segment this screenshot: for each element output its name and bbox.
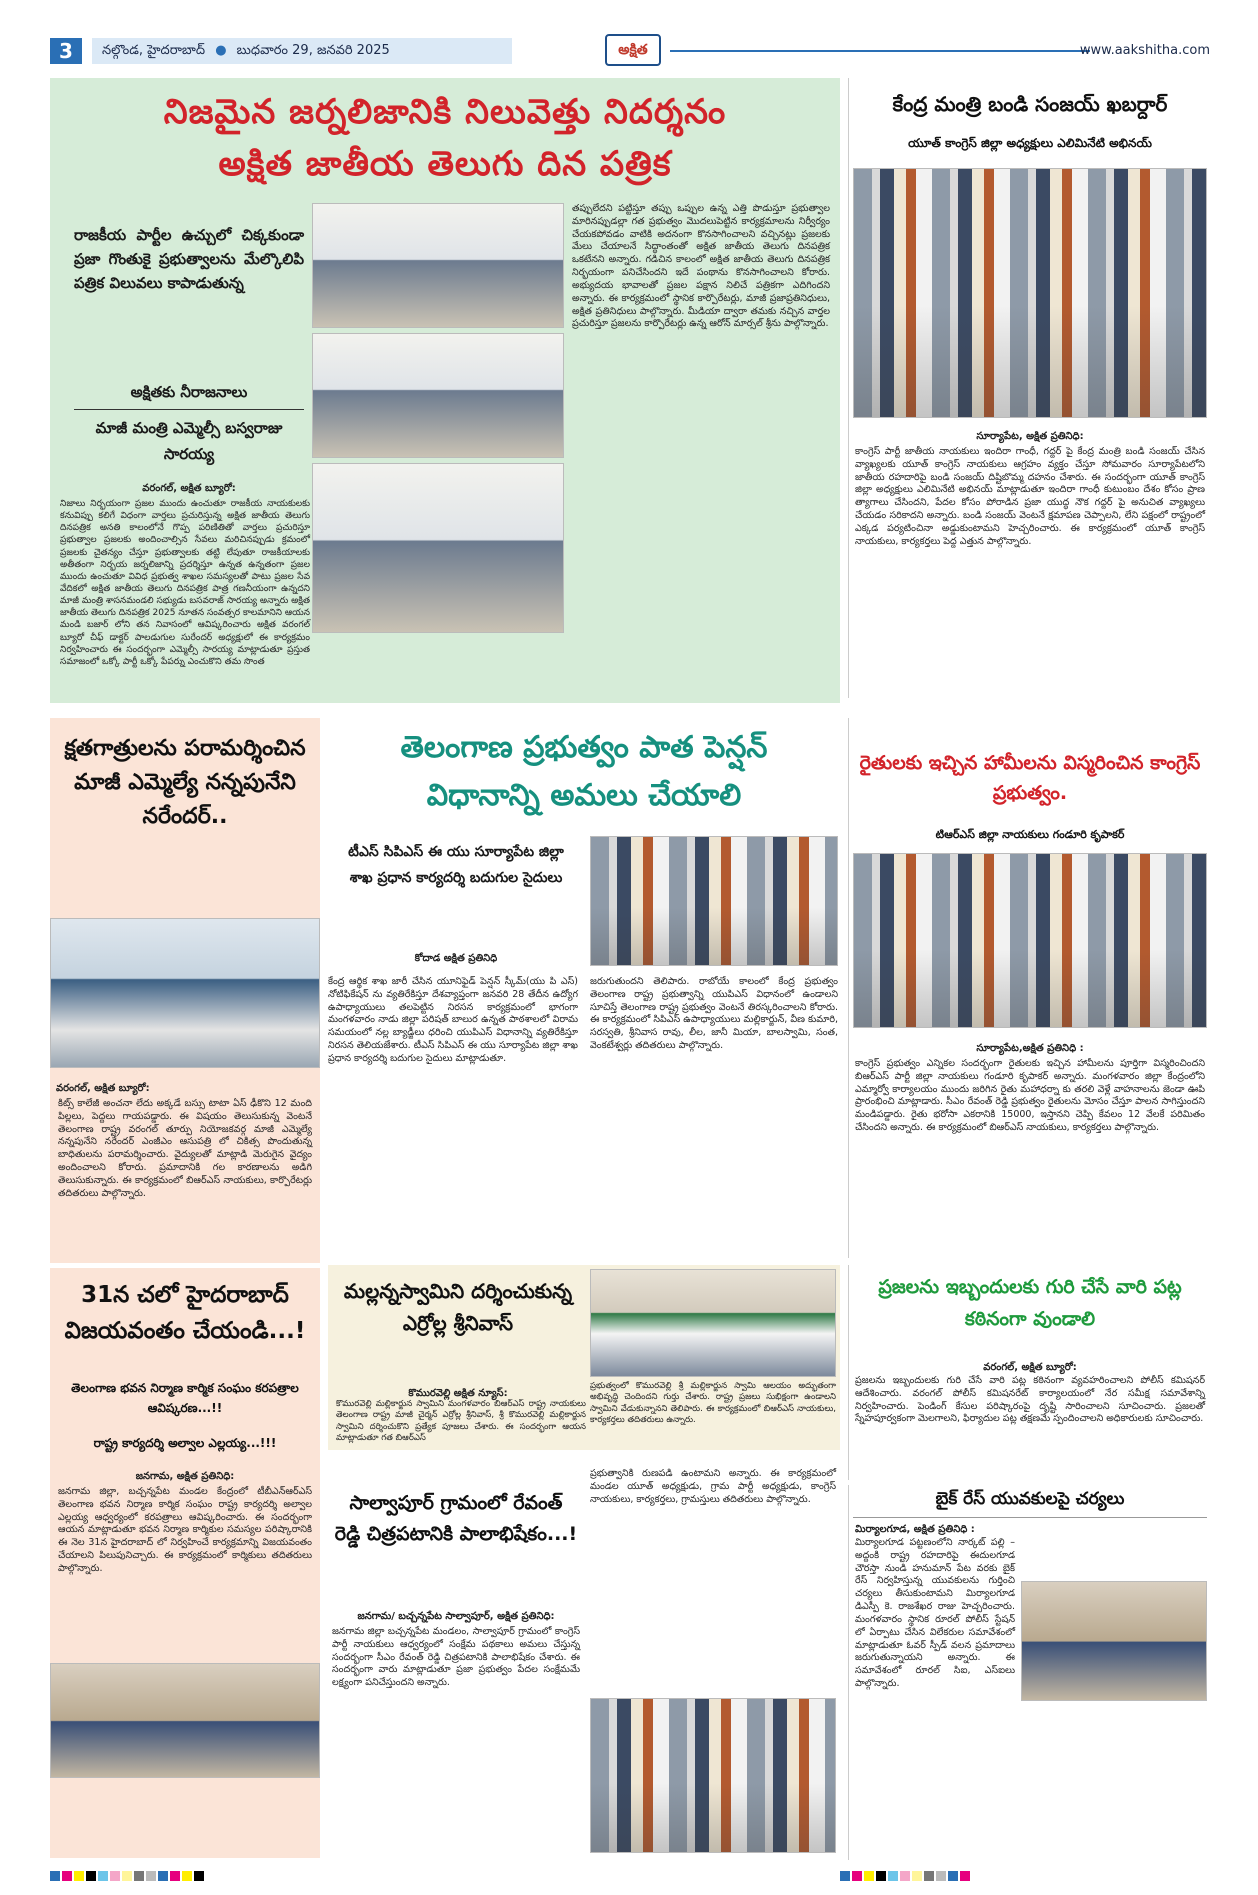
sanjay-credit: సూర్యాపేట, అక్షిత ప్రతినిధి: [976, 431, 1084, 442]
revanth-photo [590, 1698, 836, 1853]
revanth-body-left: జనగామ జిల్లా బచ్చన్నపేట మండలం, సాల్వాపూర్ గ్రామంలో కాంగ్రెస్ పార్టీ నాయకులు ఆధ్వర్యంలో సంక్షేమ పథకాలు అమలు చేస్తున్న సందర్భంగా సీఎం రేవంత్ రెడ్డి చిత్రపటానికి పాలాభిషేకం చేశారు. ఈ సందర్భంగా వారు మాట్లాడుతూ ప్రజా ప్రభుత్వం పేదల సంక్షేమమే లక్ష్యంగా పనిచేస్తుందని అన్నారు. [332, 1626, 580, 1689]
farmers-photo [853, 853, 1207, 1028]
pension-headline-line1: తెలంగాణ ప్రభుత్వం పాత పెన్షన్ [400, 730, 768, 765]
chalo-headline: 31న చలో హైదరాబాద్ విజయవంతం చేయండి...! [64, 1282, 306, 1344]
mallanna-body-left: కొమురవెల్లి మల్లికార్జున స్వామిని మంగళవారం బిఆర్ఎస్ రాష్ట్ర నాయకులు తెలంగాణ రాష్ట్ర మాజీ చైర్మన్ ఎర్రోల్ల శ్రీనివాస్, శ్రీ కొమురవెల్లి మల్లికార్జున స్వామిని దర్శించుకొని ప్రత్యేక పూజలు చేశారు. ఈ సందర్భంగా ఆయన మాట్లాడుతూ గత బిఆర్ఎస్ [336, 1399, 586, 1444]
sanjay-photo [853, 168, 1207, 418]
revanth-body-right: ప్రభుత్వానికి రుణపడి ఉంటామని అన్నారు. ఈ కార్యక్రమంలో మండల యూత్ అధ్యక్షుడు, గ్రామ పార్టీ అధ్యక్షుడు, కాంగ్రెస్ నాయకులు, కార్యకర్తలు, గ్రామస్తులు తదితరులు పాల్గొన్నారు. [590, 1468, 836, 1505]
lead-byline: మాజీ మంత్రి ఎమ్మెల్సీ బస్వరాజు సారయ్య [95, 419, 283, 463]
farmers-subhead: టిఆర్ఎస్ జిల్లా నాయకులు గండూరి కృపాకర్ [935, 828, 1125, 841]
chalo-subhead: తెలంగాణ భవన నిర్మాణ కార్మిక సంఘం కరపత్రాల ఆవిష్కరణ...!! [71, 1381, 299, 1416]
farmers-article [848, 718, 1210, 1258]
revanth-article [328, 1458, 840, 1858]
lead-body-left: నిజాలు నిర్భయంగా ప్రజల ముందు ఉంచుతూ రాజకీయ నాయకులకు కనువిప్పు కలిగే విధంగా వార్తలు ప్రచురిస్తున్న అక్షిత జాతీయ తెలుగు దినపత్రిక అనతి కాలంలోనే గొప్ప పరిణితితో వార్తలు ప్రచురిస్తూ ప్రభుత్వాల ప్రజలకు అందించాల్సిన సేవలు మరిచినప్పుడు క్రమంలో ప్రజలకు చైతన్యం చేస్తూ ప్రభుత్వాలకు తట్టి లేపుతూ రాజకీయాలకు అతీతంగా నిర్భయ జర్నలిజాన్ని ప్రదర్శిస్తూ ఉన్నత ఉన్నతంగా ప్రజల ముందు ఉంచుతూ వివిధ ప్రభుత్వ శాఖల సమస్యలతో పాటు ప్రజల సేవ వేదికలో అక్షిత జాతీయ తెలుగు దినపత్రిక పాత్ర గణనీయంగా ఉన్నదని మాజీ మంత్రి శాసనమండలి సభ్యుడు బసవరాజ్ సారయ్య అన్నారు అక్షిత జాతీయ తెలుగు దినపత్రిక 2025 నూతన సంవత్సర కాలమానిని ఆయన మండి బజార్ లోని తన నివాసంలో ఆవిష్కరించారు అక్షిత వరంగల్ బ్యూరో చీఫ్ డాక్టర్ పాలడుగుల సురేందర్ అధ్యక్షులో ఈ కార్యక్రమం నిర్వహించారు ఈ సందర్భంగా ఎమ్మెల్సీ సారయ్య మాట్లాడుతూ ప్రస్తుత సమాజంలో ఒక్కో పార్టీ ఒక్కో పేపర్ను ఎంచుకొని తమ సొంత [60, 499, 310, 667]
mallanna-article [328, 1265, 840, 1450]
bike-headline: బైక్ రేస్ యువకులపై చర్యలు [853, 1489, 1207, 1518]
people-headline: ప్రజలను ఇబ్బందులకు గురి చేసే వారి పట్ల కఠినంగా వుండాలి [878, 1276, 1182, 1331]
page-number: 3 [50, 38, 82, 64]
sanjay-headline: కేంద్ర మంత్రి బండి సంజయ్ ఖబర్దార్ [892, 92, 1168, 116]
mallanna-headline: మల్లన్నస్వామిని దర్శించుకున్న ఎర్రోల్ల శ్రీనివాస్ [343, 1279, 573, 1335]
bike-credit: మిర్యాలగూడ, అక్షిత ప్రతినిధి : [855, 1524, 975, 1535]
dateline-bullet: ● [215, 43, 227, 58]
lead-headline-line2: అక్షిత జాతీయ తెలుగు దిన పత్రిక [218, 144, 672, 184]
chalo-article [50, 1268, 320, 1858]
website-link[interactable]: www.aakshitha.com [1079, 43, 1210, 58]
color-bar-left [50, 1866, 470, 1880]
dateline-place: నల్గొండ, హైదరాబాద్ [102, 43, 206, 58]
pension-photo [590, 836, 838, 966]
farmers-credit: సూర్యాపేట,అక్షిత ప్రతినిధి : [976, 1043, 1084, 1054]
lead-body-right: తప్పులేదని పట్టిస్తూ తప్పు ఒప్పుల ఉన్న ఎత్తి పొడుస్తూ ప్రభుత్వాల మారినప్పుడల్లా గత ప్రభుత్వం మొదలుపెట్టిన కార్యక్రమాలను నిర్వీర్యం చేయకపోవడం వాటికి అదనంగా కొనసాగించాలని వచ్చినట్లు ప్రజలకు మేలు చేయాలనే సిద్ధాంతంతో అక్షిత జాతీయ తెలుగు దినపత్రిక ఒకటేనని అన్నారు. గడిచిన కాలంలో అక్షిత జాతీయ తెలుగు దినపత్రిక నిర్భయంగా పనిచేసిందని ఇదే పంథాను కొనసాగించాలని కోరారు. అభ్యుదయ భావాలతో ప్రజల పక్షాన నిలిచే పత్రికగా ఎదిగిందని అన్నారు. ఈ కార్యక్రమంలో స్థానిక కార్పొరేటర్లు, మాజీ ప్రజాప్రతినిధులు, అక్షిత ప్రతినిధులు పాల్గొన్నారు. మీడియా ద్వారా తమకు నచ్చిన వార్తల ప్రచురిస్తూ ప్రజలను కార్పొరేటర్లు ఉన్న ఆరోన్ మార్సల్ శ్రీను పాల్గొన్నారు. [572, 203, 830, 330]
revanth-headline: సాల్వాపూర్ గ్రామంలో రేవంత్ రెడ్డి చిత్రపటానికి పాలాభిషేకం...! [334, 1492, 578, 1546]
farmers-body: కాంగ్రెస్ ప్రభుత్వం ఎన్నికల సందర్భంగా రైతులకు ఇచ్చిన హామీలను పూర్తిగా విస్మరించిందని బిఆర్ఎస్ పార్టీ జిల్లా నాయకులు గండూరి కృపాకర్ అన్నారు. మంగళవారం జిల్లా కేంద్రంలోని ఎమ్మార్వో కార్యాలయం ముందు జరిగిన రైతు మహాధర్నా కు తరలి వెళ్లే వాహనాలను జెండా ఊపి ప్రారంభించి మాట్లాడారు. సీఎం రేవంత్ రెడ్డి ప్రభుత్వం రైతులను మోసం చేస్తూ పాలన సాగిస్తుందని మండిపడ్డారు. రైతు భరోసా ఎకరానికి 15000, ఇస్తానని చెప్పి కేవలం 12 వేలకే పరిమితం చేసిందని అన్నారు. ఈ కార్యక్రమంలో బిఆర్ఎస్ నాయకులు, కార్యకర్తలు పాల్గొన్నారు. [855, 1058, 1205, 1134]
sanjay-subhead: యూత్ కాంగ్రెస్ జిల్లా అధ్యక్షులు ఎలిమినేటి అభినయ్ [908, 136, 1152, 150]
revanth-credit: జనగామ/ బచ్చన్నపేట సాల్వాపూర్, అక్షిత ప్రతినిధి: [357, 1611, 555, 1622]
pension-subhead: టీఎస్ సిపిఎస్ ఈ యు సూర్యాపేట జిల్లా శాఖ ప్రధాన కార్యదర్శి బదుగుల సైదులు [348, 844, 564, 886]
sanjay-article [848, 78, 1210, 698]
lead-kicker: అక్షితకు నీరాజనాలు [74, 383, 304, 410]
injured-credit: వరంగల్, అక్షిత బ్యూరో: [56, 1083, 150, 1094]
lead-credit: వరంగల్, అక్షిత బ్యూరో: [142, 483, 236, 494]
chalo-photo [50, 1663, 320, 1778]
people-credit: వరంగల్, అక్షిత బ్యూరో: [983, 1362, 1077, 1373]
chalo-credit: జనగామ, అక్షిత ప్రతినిధి: [135, 1471, 235, 1482]
lead-headline-line1: నిజమైన జర్నలిజానికి నిలువెత్తు నిదర్శనం [163, 92, 727, 132]
dateline-date: బుధవారం 29, జనవరి 2025 [236, 43, 390, 58]
dateline [92, 38, 512, 64]
lead-photo-1 [312, 203, 564, 328]
injured-photo [50, 918, 320, 1068]
pension-body-left: కేంద్ర ఆర్థిక శాఖ జారీ చేసిన యూనిఫైడ్ పెన్షన్ స్కీమ్(యు పి ఎస్) నోటిఫికేషన్ ను వ్యతిరేకిస్తూ దేశవ్యాప్తంగా జనవరి 28 తేదీన ఉద్యోగ ఉపాధ్యాయులు తలపెట్టిన నిరసన కార్యక్రమంలో భాగంగా మంగళవారం నాడు జిల్లా పరిషత్ బాలుర ఉన్నత పాఠశాలలో విరామ సమయంలో నల్ల బ్యాడ్జీలు ధరించి యుపిఎస్ విధానాన్ని వ్యతిరేకిస్తూ నిరసన తెలియజేశారు. టీఎస్ సిపిఎస్ ఈ యు సూర్యాపేట జిల్లా శాఖ ప్రధాన కార్యదర్శి బదుగుల సైదులు మాట్లాడుతూ. [328, 976, 578, 1064]
pension-credit: కోదాడ అక్షిత ప్రతినిధి [414, 953, 498, 964]
pension-body-right: జరుగుతుందని తెలిపారు. రాబోయే కాలంలో కేంద్ర ప్రభుత్వం తెలంగాణ రాష్ట్ర ప్రభుత్వాన్ని యుపిఎస్ విధానంలో ఉండాలని సూచిస్తే తెలంగాణ రాష్ట్ర ప్రభుత్వం వెంటనే తిరస్కరించాలని కోరారు. ఈ కార్యక్రమంలో సిపిఎస్ ఉపాధ్యాయులు మల్లికార్జున్, వీణ కుమారి, సరస్వతి, శ్రీనివాస రావు, లీల, జానీ మియా, బాలస్వామి, సంత, వెంకటేశ్వర్లు తదితరులు పాల్గొన్నారు. [590, 976, 838, 1052]
injured-article [50, 718, 320, 1263]
color-bar-right [840, 1866, 1220, 1880]
people-body: ప్రజలను ఇబ్బందులకు గురి చేసే వారి పట్ల కఠినంగా వ్యవహరించాలని పోలీస్ కమిషనర్ ఆదేశించారు. వరంగల్ పోలీస్ కమిషనరేట్ కార్యాలయంలో నేర సమీక్ష సమావేశాన్ని నిర్వహించారు. పెండింగ్ కేసుల పరిష్కారంపై దృష్టి సారించాలని సూచించారు. ప్రజలతో స్నేహపూర్వకంగా మెలగాలని, ఫిర్యాదుల పట్ల తక్షణమే స్పందించాలని అధికారులకు సూచించారు. [855, 1375, 1205, 1425]
people-article [848, 1265, 1210, 1480]
injured-headline: క్షతగాత్రులను పరామర్శించిన మాజీ ఎమ్మెల్యే నన్నపునేని నరేందర్.. [64, 736, 306, 830]
mallanna-body-right: ప్రభుత్వంలో కొమురవెల్లి శ్రీ మల్లికార్జున స్వామి ఆలయం అద్భుతంగా అభివృద్ధి చెందిందని గుర్తు చేశారు. రాష్ట్ర ప్రజలు సుభిక్షంగా ఉండాలని స్వామిని వేడుకున్నానని తెలిపారు. ఈ కార్యక్రమంలో బిఆర్ఎస్ నాయకులు, కార్యకర్తలు తదితరులు ఉన్నారు. [590, 1381, 836, 1426]
lead-subhead: రాజకీయ పార్టీల ఉచ్చులో చిక్కకుండా ప్రజా గొంతుకై ప్రభుత్వాలను మేల్కొలిపి పత్రిక విలువలు కాపాడుతున్న [74, 226, 304, 292]
bike-article [848, 1485, 1210, 1860]
newspaper-logo: అక్షిత [605, 34, 661, 66]
lead-photo-3 [312, 463, 564, 633]
lead-photo-2 [312, 333, 564, 458]
lead-article [50, 78, 840, 703]
bike-body: మిర్యాలగూడ పట్టణంలోని నార్కట్ పల్లి – అద్దంకి రాష్ట్ర రహదారిపై ఈదులగూడ చౌరస్తా నుండి హనుమాన్ పేట వరకు బైక్ రేస్ నిర్వహిస్తున్న యువకులను గుర్తించి చర్యలు తీసుకుంటామని మిర్యాలగూడ డిఎస్పీ కె. రాజశేఖర రాజు హెచ్చరించారు. మంగళవారం స్థానిక రూరల్ పోలీస్ స్టేషన్ లో ఏర్పాటు చేసిన విలేకరుల సమావేశంలో మాట్లాడుతూ ఓవర్ స్పీడ్ వలన ప్రమాదాలు జరుగుతున్నాయని అన్నారు. ఈ సమావేశంలో రూరల్ సిఐ, ఎస్ఐలు పాల్గొన్నారు. [855, 1537, 1015, 1689]
injured-body: కిట్స్ కాలేజీ అంచనా లేదు అక్కడే బస్సు టాటా ఏస్ ఢీకొని 12 మంది పిల్లలు, పెద్దలు గాయపడ్డారు. ఈ విషయం తెలుసుకున్న వెంటనే తెలంగాణ రాష్ట్ర వరంగల్ తూర్పు నియోజకవర్గ మాజీ ఎమ్మెల్యే నన్నపునేని నరేందర్ ఎంజీఎం ఆసుపత్రి లో చికిత్స పొందుతున్న బాధితులను పరామర్శించారు. వైద్యులతో మాట్లాడి మెరుగైన వైద్యం అందించాలని కోరారు. ప్రమాదానికి గల కారణాలను అడిగి తెలుసుకున్నారు. ఈ కార్యక్రమంలో బిఆర్ఎస్ నాయకులు, కార్పొరేటర్లు తదితరులు పాల్గొన్నారు. [58, 1098, 312, 1199]
pension-headline-line2: విధానాన్ని అమలు చేయాలి [426, 778, 742, 813]
chalo-body: జనగామ జిల్లా, బచ్చన్నపేట మండల కేంద్రంలో టీబీఎన్ఆర్ఎస్ తెలంగాణ భవన నిర్మాణ కార్మిక సంఘం రాష్ట్ర కార్యదర్శి అల్వాల ఎల్లయ్య ఆధ్వర్యంలో కరపత్రాలు ఆవిష్కరించారు. ఈ సందర్భంగా ఆయన మాట్లాడుతూ భవన నిర్మాణ కార్మికుల సమస్యల పరిష్కారానికి ఈ నెల 31న హైదరాబాద్ లో నిర్వహించే కార్యక్రమాన్ని విజయవంతం చేయాలని పిలుపునిచ్చారు. ఈ కార్యక్రమంలో కార్మికులు తదితరులు పాల్గొన్నారు. [58, 1486, 312, 1574]
mallanna-photo [590, 1269, 836, 1377]
bike-photo [1021, 1581, 1207, 1701]
sanjay-body: కాంగ్రెస్ పార్టీ జాతీయ నాయకులు ఇందిరా గాంధీ, గద్దర్ పై కేంద్ర మంత్రి బండి సంజయ్ చేసిన వ్యాఖ్యలకు యూత్ కాంగ్రెస్ నాయకులు ఆగ్రహం వ్యక్తం చేస్తూ సోమవారం సూర్యాపేటలోని జాతీయ రహదారిపై బండి సంజయ్ దిష్టిబొమ్మ దహనం చేశారు. ఈ సందర్భంగా యూత్ కాంగ్రెస్ జిల్లా అధ్యక్షులు ఎలిమినేటి అభినయ్ మాట్లాడుతూ ఇందిరా గాంధీ కుటుంబం దేశం కోసం ప్రాణ త్యాగాలు చేసిందని, పేదల కోసం పోరాడిన ప్రజా యుద్ధ నౌక గద్దర్ పై అనుచిత వ్యాఖ్యలు చేయడం సరికాదని అన్నారు. బండి సంజయ్ వెంటనే క్షమాపణ చెప్పాలని, లేని పక్షంలో రాష్ట్రంలో ఎక్కడ పర్యటించినా అడ్డుకుంటామని హెచ్చరించారు. ఈ కార్యక్రమంలో యూత్ కాంగ్రెస్ నాయకులు, కార్యకర్తలు పెద్ద ఎత్తున పాల్గొన్నారు. [855, 446, 1205, 547]
pension-article [328, 718, 840, 1258]
masthead-rule [670, 50, 1090, 52]
farmers-headline: రైతులకు ఇచ్చిన హామీలను విస్మరించిన కాంగ్రెస్ ప్రభుత్వం. [859, 752, 1201, 805]
masthead [50, 38, 1210, 64]
mallanna-credit: కొమురవెల్లి అక్షిత న్యూస్: [408, 1388, 508, 1399]
chalo-byline: రాష్ట్ర కార్యదర్శి అల్వాల ఎల్లయ్య...!!! [93, 1436, 277, 1450]
